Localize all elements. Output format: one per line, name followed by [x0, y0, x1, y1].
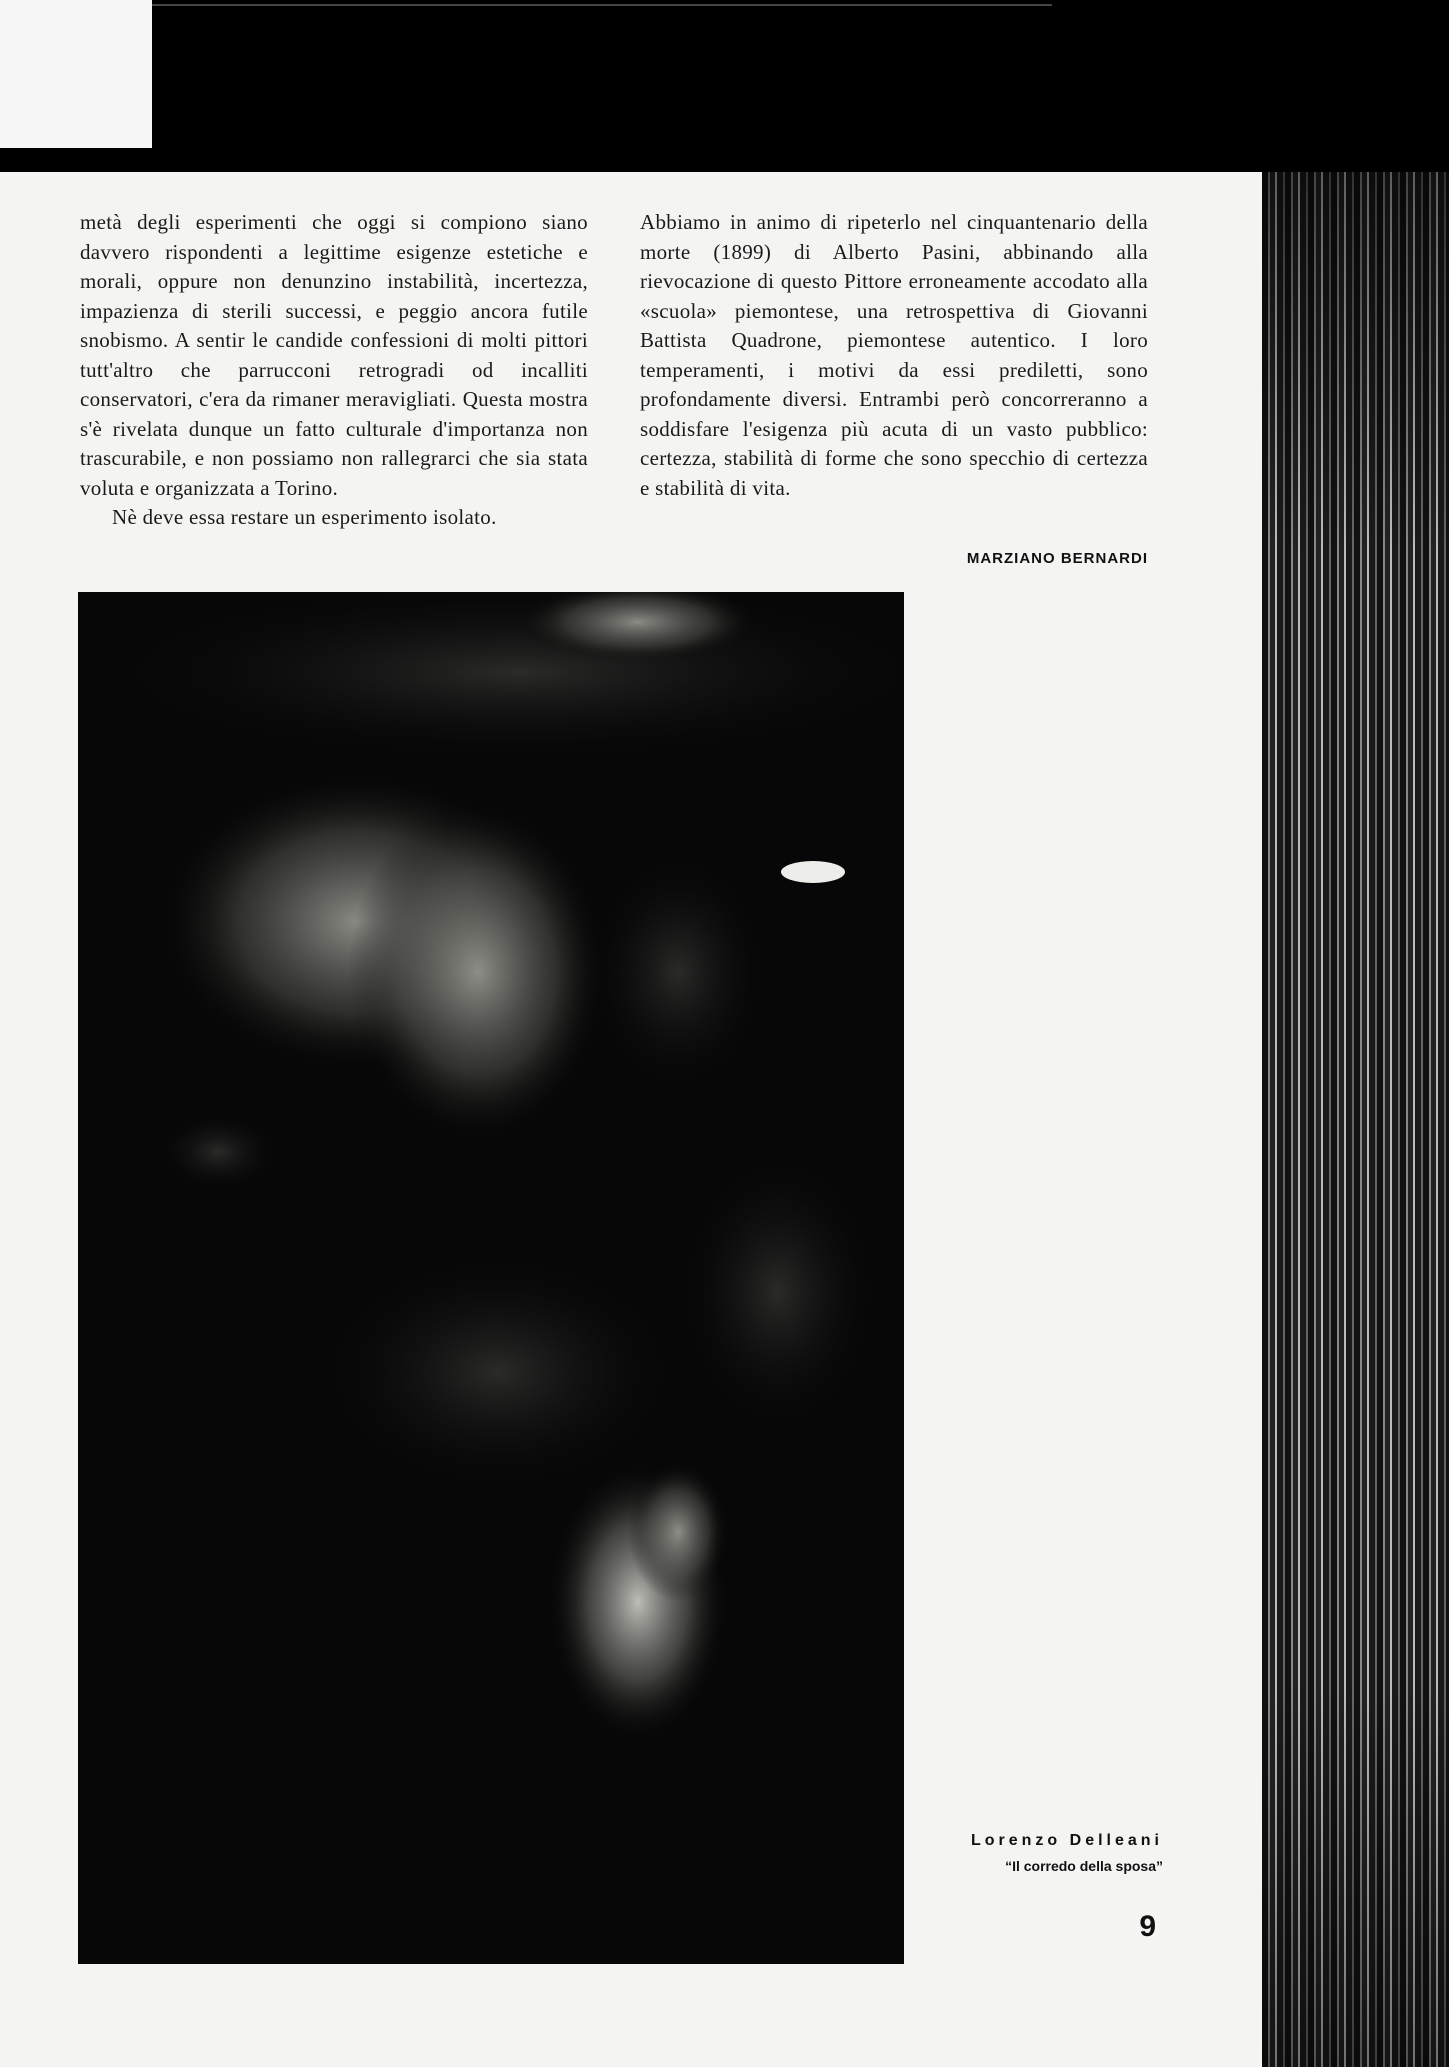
top-left-white-block — [0, 0, 152, 148]
caption-painting-title: “Il corredo della sposa” — [1005, 1858, 1163, 1874]
article-left-column — [80, 208, 588, 533]
right-paragraph-1: Abbiamo in animo di ripeterlo nel cinquantenario della morte (1899) di Alberto Pasini, abbinando alla rievocazione di questo Pittore erroneamente accodato alla «scuola» piemontese, una retrospettiva di Giovanni Battista Quadrone, piemontese autentico. I loro temperamenti, i motivi da essi prediletti, sono profondamente diversi. Entrambi però concorreranno a soddisfare l'esigenza più acuta di un vasto pubblico: certezza, stabilità di forme che sono specchio di certezza e stabilità di vita. — [640, 210, 1148, 500]
article-right-column — [640, 208, 1148, 503]
book-edge-shade — [1262, 172, 1449, 2067]
top-border-line — [152, 4, 1052, 6]
page-number: 9 — [1139, 1910, 1156, 1943]
left-paragraph-1: metà degli esperimenti che oggi si compiono siano davvero rispondenti a legittime esigenze estetiche e morali, oppure non denunzino instabilità, incertezza, impazienza di sterili successi, e peggio ancora futile snobismo. A sentir le candide confessioni di molti pittori tutt'altro che parrucconi retrogradi od incalliti conservatori, c'era da rimaner meravigliati. Questa mostra s'è rivelata dunque un fatto culturale d'importanza non trascurabile, e non possiamo non rallegrarci che sia stata voluta e organizzata a Torino. — [80, 210, 588, 500]
painting-photograph — [78, 592, 904, 1964]
caption-artist: Lorenzo Delleani — [970, 1832, 1163, 1849]
painting-image — [78, 592, 904, 1964]
article-author-signature: MARZIANO BERNARDI — [966, 550, 1148, 567]
left-paragraph-2: Nè deve essa restare un esperimento isolato. — [112, 505, 497, 529]
